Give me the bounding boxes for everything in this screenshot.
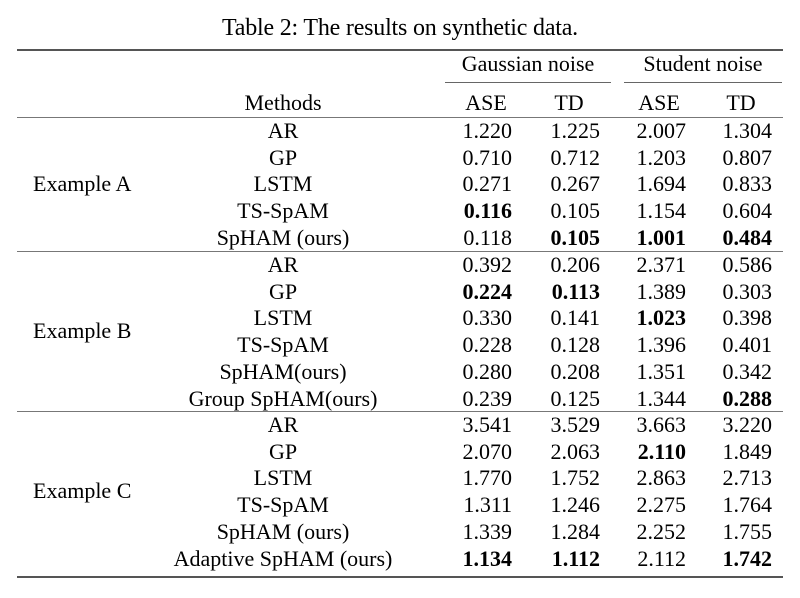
bottom-rule bbox=[17, 576, 783, 578]
value-cell: 0.833 bbox=[722, 171, 772, 197]
student-cmidrule bbox=[624, 82, 782, 83]
value-cell: 0.105 bbox=[550, 224, 600, 250]
header-gaussian-td: TD bbox=[554, 90, 584, 115]
value-cell: 2.252 bbox=[636, 518, 686, 544]
value-cell: 1.396 bbox=[636, 332, 686, 358]
value-cell: 2.863 bbox=[636, 465, 686, 491]
value-cell: 0.712 bbox=[550, 144, 600, 170]
value-cell: 3.220 bbox=[722, 412, 772, 437]
value-cell: 2.371 bbox=[636, 252, 686, 277]
value-cell: 0.105 bbox=[550, 198, 600, 224]
value-cell: 0.113 bbox=[551, 278, 600, 304]
value-cell: 0.206 bbox=[550, 252, 600, 277]
method-cell: LSTM bbox=[253, 465, 313, 491]
group-separator-rule bbox=[17, 251, 783, 252]
value-cell: 0.208 bbox=[550, 358, 600, 384]
value-cell: 0.484 bbox=[722, 224, 772, 250]
gaussian-cmidrule bbox=[445, 82, 611, 83]
value-cell: 0.392 bbox=[462, 252, 512, 277]
value-cell: 0.807 bbox=[722, 144, 772, 170]
group-label: Example A bbox=[33, 170, 132, 196]
group-label: Example C bbox=[33, 478, 132, 504]
method-cell: GP bbox=[268, 278, 298, 304]
value-cell: 1.849 bbox=[722, 438, 772, 464]
method-cell: SpHAM (ours) bbox=[216, 518, 350, 544]
value-cell: 2.713 bbox=[722, 465, 772, 491]
value-cell: 1.752 bbox=[550, 465, 600, 491]
value-cell: 1.742 bbox=[722, 545, 772, 571]
value-cell: 0.342 bbox=[722, 358, 772, 384]
value-cell: 1.225 bbox=[550, 118, 600, 143]
value-cell: 1.304 bbox=[722, 118, 772, 143]
value-cell: 0.710 bbox=[462, 144, 512, 170]
value-cell: 1.284 bbox=[550, 518, 600, 544]
value-cell: 1.339 bbox=[462, 518, 512, 544]
value-cell: 1.154 bbox=[636, 198, 686, 224]
value-cell: 1.351 bbox=[636, 358, 686, 384]
value-cell: 1.344 bbox=[636, 385, 686, 411]
group-separator-rule bbox=[17, 411, 783, 412]
value-cell: 1.770 bbox=[462, 465, 512, 491]
value-cell: 0.271 bbox=[462, 171, 512, 197]
header-student-td: TD bbox=[726, 90, 756, 115]
value-cell: 1.134 bbox=[462, 545, 512, 571]
value-cell: 0.125 bbox=[550, 385, 600, 411]
method-cell: Group SpHAM(ours) bbox=[188, 385, 378, 411]
value-cell: 0.239 bbox=[462, 385, 512, 411]
value-cell: 2.110 bbox=[637, 438, 686, 464]
value-cell: 2.275 bbox=[636, 492, 686, 518]
value-cell: 1.764 bbox=[722, 492, 772, 518]
method-cell: AR bbox=[267, 252, 299, 277]
value-cell: 0.604 bbox=[722, 198, 772, 224]
method-cell: SpHAM(ours) bbox=[219, 358, 347, 384]
method-cell: AR bbox=[267, 118, 299, 143]
value-cell: 1.389 bbox=[636, 278, 686, 304]
header-gaussian-noise: Gaussian noise bbox=[461, 51, 595, 76]
value-cell: 1.220 bbox=[462, 118, 512, 143]
table-caption: Table 2: The results on synthetic data. bbox=[222, 15, 578, 41]
value-cell: 1.694 bbox=[636, 171, 686, 197]
value-cell: 3.663 bbox=[636, 412, 686, 437]
value-cell: 1.246 bbox=[550, 492, 600, 518]
value-cell: 0.586 bbox=[722, 252, 772, 277]
value-cell: 2.063 bbox=[550, 438, 600, 464]
method-cell: GP bbox=[268, 438, 298, 464]
value-cell: 1.755 bbox=[722, 518, 772, 544]
value-cell: 1.311 bbox=[463, 492, 512, 518]
value-cell: 0.398 bbox=[722, 305, 772, 331]
value-cell: 0.401 bbox=[722, 332, 772, 358]
value-cell: 1.112 bbox=[551, 545, 600, 571]
value-cell: 2.112 bbox=[637, 545, 686, 571]
method-cell: TS-SpAM bbox=[237, 198, 329, 224]
value-cell: 0.116 bbox=[463, 198, 512, 224]
value-cell: 2.070 bbox=[462, 438, 512, 464]
header-methods: Methods bbox=[244, 90, 322, 115]
value-cell: 1.203 bbox=[636, 144, 686, 170]
method-cell: Adaptive SpHAM (ours) bbox=[173, 545, 393, 571]
value-cell: 0.288 bbox=[722, 385, 772, 411]
value-cell: 3.541 bbox=[462, 412, 512, 437]
value-cell: 2.007 bbox=[636, 118, 686, 143]
value-cell: 0.228 bbox=[462, 332, 512, 358]
value-cell: 0.303 bbox=[722, 278, 772, 304]
method-cell: SpHAM (ours) bbox=[216, 224, 350, 250]
method-cell: TS-SpAM bbox=[237, 492, 329, 518]
value-cell: 0.330 bbox=[462, 305, 512, 331]
value-cell: 0.280 bbox=[462, 358, 512, 384]
method-cell: LSTM bbox=[253, 171, 313, 197]
method-cell: TS-SpAM bbox=[237, 332, 329, 358]
method-cell: AR bbox=[267, 412, 299, 437]
value-cell: 0.128 bbox=[550, 332, 600, 358]
value-cell: 1.023 bbox=[636, 305, 686, 331]
header-student-ase: ASE bbox=[638, 90, 680, 115]
header-gaussian-ase: ASE bbox=[465, 90, 507, 115]
value-cell: 0.118 bbox=[463, 224, 512, 250]
method-cell: LSTM bbox=[253, 305, 313, 331]
value-cell: 1.001 bbox=[636, 224, 686, 250]
value-cell: 3.529 bbox=[550, 412, 600, 437]
value-cell: 0.267 bbox=[550, 171, 600, 197]
method-cell: GP bbox=[268, 144, 298, 170]
group-label: Example B bbox=[33, 318, 132, 344]
value-cell: 0.224 bbox=[462, 278, 512, 304]
value-cell: 0.141 bbox=[550, 305, 600, 331]
header-student-noise: Student noise bbox=[643, 51, 763, 76]
